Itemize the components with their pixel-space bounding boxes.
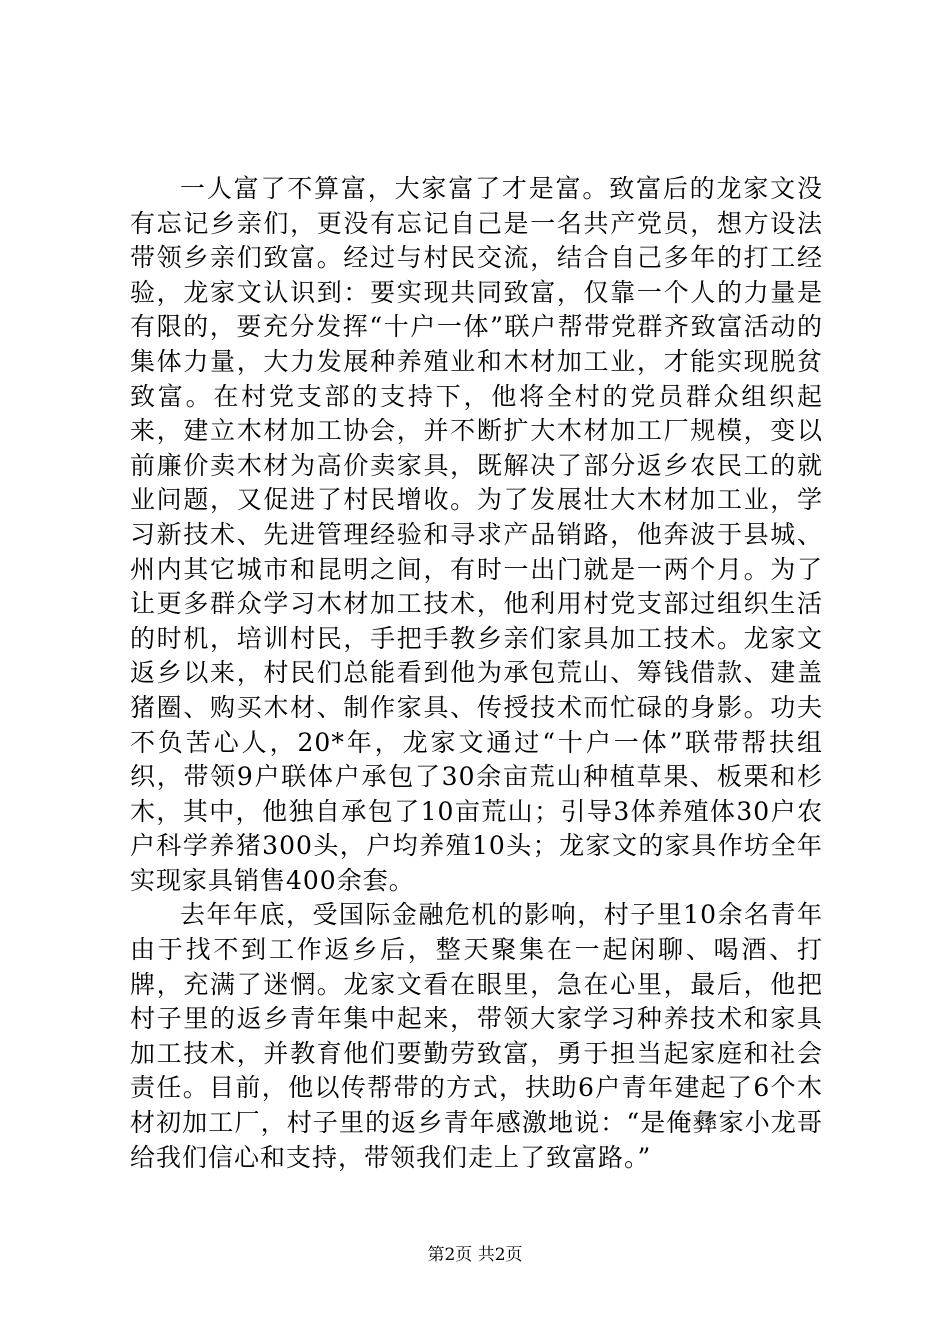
paragraph-1: 一人富了不算富，大家富了才是富。致富后的龙家文没有忘记乡亲们，更没有忘记自己是一名共产党员，想方设法带领乡亲们致富。经过与村民交流，结合自己多年的打工经验，龙家文认识到：要实现共同致富，仅靠一个人的力量是有限的，要充分发挥“十户一体”联户帮带党群齐致富活动的集体力量，大力发展种养殖业和木材加工业，才能实现脱贫致富。在村党支部的支持下，他将全村的党员群众组织起来，建立木材加工协会，并不断扩大木材加工厂规模，变以前廉价卖木材为高价卖家具，既解决了部分返乡农民工的就业问题，又促进了村民增收。为了发展壮大木材加工业，学习新技术、先进管理经验和寻求产品销路，他奔波于县城、州内其它城市和昆明之间，有时一出门就是一两个月。为了让更多群众学习木材加工技术，他利用村党支部过组织生活的时机，培训村民，手把手教乡亲们家具加工技术。龙家文返乡以来，村民们总能看到他为承包荒山、筹钱借款、建盖猪圈、购买木材、制作家具、传授技术而忙碌的身影。功夫不负苦心人，20*年，龙家文通过“十户一体”联带帮扶组织，带领9户联体户承包了30余亩荒山种植草果、板栗和杉木，其中，他独自承包了10亩荒山；引导3体养殖体30户农户科学养猪300头，户均养殖10头；龙家文的家具作坊全年实现家具销售400余套。: [130, 174, 823, 895]
page-footer: 第2页 共2页: [427, 1245, 523, 1265]
document-body: [130, 172, 823, 1175]
paragraph-2: 去年年底，受国际金融危机的影响，村子里10余名青年由于找不到工作返乡后，整天聚集在一起闲聊、喝酒、打牌，充满了迷惘。龙家文看在眼里，急在心里，最后，他把村子里的返乡青年集中起来，带领大家学习种养技术和家具加工技术，并教育他们要勤劳致富，勇于担当起家庭和社会责任。目前，他以传帮带的方式，扶助6户青年建起了6个木材初加工厂，村子里的返乡青年感激地说：“是俺彝家小龙哥给我们信心和支持，带领我们走上了致富路。”: [130, 900, 823, 1172]
